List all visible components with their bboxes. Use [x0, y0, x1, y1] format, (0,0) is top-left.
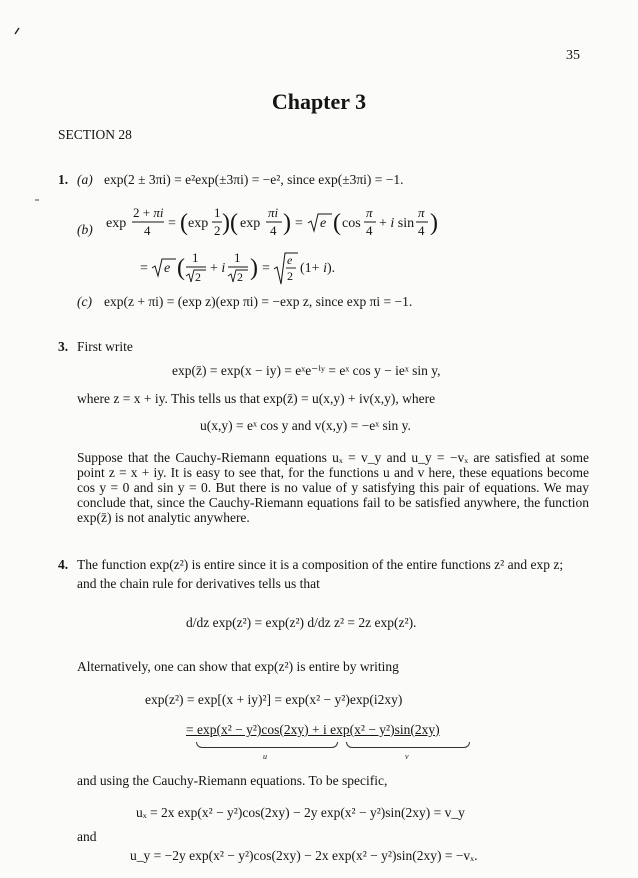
svg-text:(: ( [177, 255, 185, 281]
svg-text:4: 4 [418, 223, 425, 238]
problem-4-number: 4. [58, 557, 69, 572]
problem-3-where-line: where z = x + iy. This tells us that exp(z̄) = u(x,y) + iv(x,y), where [77, 391, 436, 406]
svg-text:1: 1 [214, 205, 221, 220]
and-word: and [77, 829, 97, 844]
problem-3-equation-1: exp(z̄) = exp(x − iy) = eˣe⁻ⁱʸ = eˣ cos y − ieˣ sin y, [172, 363, 441, 378]
problem-4-using-line: and using the Cauchy-Riemann equations. To be specific, [77, 773, 388, 788]
svg-text:(: ( [180, 210, 188, 236]
problem-4-intro-line-2: and the chain rule for derivatives tells us that [77, 576, 320, 591]
svg-text:e: e [287, 253, 293, 267]
problem-1b-label: (b) [77, 222, 93, 237]
problem-4-alternative-line: Alternatively, one can show that exp(z²) is entire by writing [77, 659, 399, 674]
problem-4-expansion-line-2: = exp(x² − y²)cos(2xy) + i exp(x² − y²)sin(2xy) [186, 722, 440, 737]
u-brace-label: u [263, 752, 267, 761]
svg-text:e: e [320, 216, 327, 231]
svg-text:2: 2 [237, 270, 243, 284]
problem-1a-equation: exp(2 ± 3πi) = e²exp(±3πi) = −e², since exp(±3πi) = −1. [104, 172, 404, 187]
svg-text:cos: cos [342, 216, 361, 231]
svg-text:): ) [283, 210, 291, 236]
svg-text:4: 4 [366, 223, 373, 238]
problem-3-paragraph: Suppose that the Cauchy-Riemann equations uₓ = v_y and u_y = −vₓ are satisfied at some point z = x + iy. It is easy to see that, for the functions u and v here, these equations become cos y = 0 and sin y = 0. But there is no value of y satisfying this pair of equations. We may conclude that, since the Cauchy-Riemann equations fail to be satisfied anywhere, the function exp(z̄) is not analytic anywhere. [77, 450, 589, 525]
svg-text:1: 1 [192, 250, 199, 265]
svg-text:): ) [430, 210, 438, 236]
svg-text:2: 2 [195, 270, 201, 284]
page-number: 35 [566, 48, 580, 63]
svg-text:(: ( [333, 210, 341, 236]
svg-text:=: = [140, 261, 148, 276]
svg-text:2 + πi: 2 + πi [133, 205, 164, 220]
svg-text:)(: )( [222, 210, 238, 236]
svg-text:π: π [418, 205, 425, 220]
problem-4-ux-equation: uₓ = 2x exp(x² − y²)cos(2xy) − 2y exp(x² − y²)sin(2xy) = v_y [136, 805, 465, 820]
svg-text:+ i sin: + i sin [379, 216, 415, 231]
problem-4-expansion-line-1: exp(z²) = exp[(x + iy)²] = exp(x² − y²)exp(i2xy) [145, 692, 403, 707]
problem-4-uy-equation: u_y = −2y exp(x² − y²)cos(2xy) − 2x exp(x² − y²)sin(2xy) = −vₓ. [130, 848, 478, 863]
svg-text:(1+ i).: (1+ i). [300, 261, 336, 276]
svg-text:exp: exp [106, 216, 127, 231]
section-title: SECTION 28 [58, 127, 132, 142]
problem-1-number: 1. [58, 172, 69, 187]
u-brace [196, 742, 338, 748]
v-brace-label: v [405, 752, 409, 761]
svg-text:=: = [262, 261, 270, 276]
problem-3-intro: First write [77, 339, 133, 354]
svg-text:exp: exp [240, 216, 261, 231]
problem-3-equation-2: u(x,y) = eˣ cos y and v(x,y) = −eˣ sin y. [200, 418, 411, 433]
v-brace [346, 742, 470, 748]
svg-text:=: = [168, 216, 176, 231]
problem-1c-label: (c) [77, 294, 92, 309]
problem-4-chain-rule-equation: d/dz exp(z²) = exp(z²) d/dz z² = 2z exp(z²). [186, 615, 417, 630]
svg-text:+ i: + i [210, 261, 226, 276]
svg-text:4: 4 [144, 223, 151, 238]
svg-text:π: π [366, 205, 373, 220]
svg-text:2: 2 [214, 223, 221, 238]
problem-1c-equation: exp(z + πi) = (exp z)(exp πi) = −exp z, since exp πi = −1. [104, 294, 413, 309]
problem-3-number: 3. [58, 339, 69, 354]
svg-text:exp: exp [188, 216, 209, 231]
svg-text:4: 4 [270, 223, 277, 238]
svg-text:πi: πi [268, 205, 279, 220]
svg-text:): ) [250, 255, 258, 281]
svg-text:2: 2 [287, 269, 293, 283]
problem-1a-label: (a) [77, 172, 93, 187]
chapter-title: Chapter 3 [271, 89, 367, 114]
svg-text:=: = [295, 216, 303, 231]
problem-1b-line2-source [140, 258, 340, 278]
svg-text:e: e [164, 261, 171, 276]
problem-4-intro-line-1: The function exp(z²) is entire since it is a composition of the entire functions z² and exp z; [77, 557, 564, 572]
svg-text:1: 1 [234, 250, 241, 265]
